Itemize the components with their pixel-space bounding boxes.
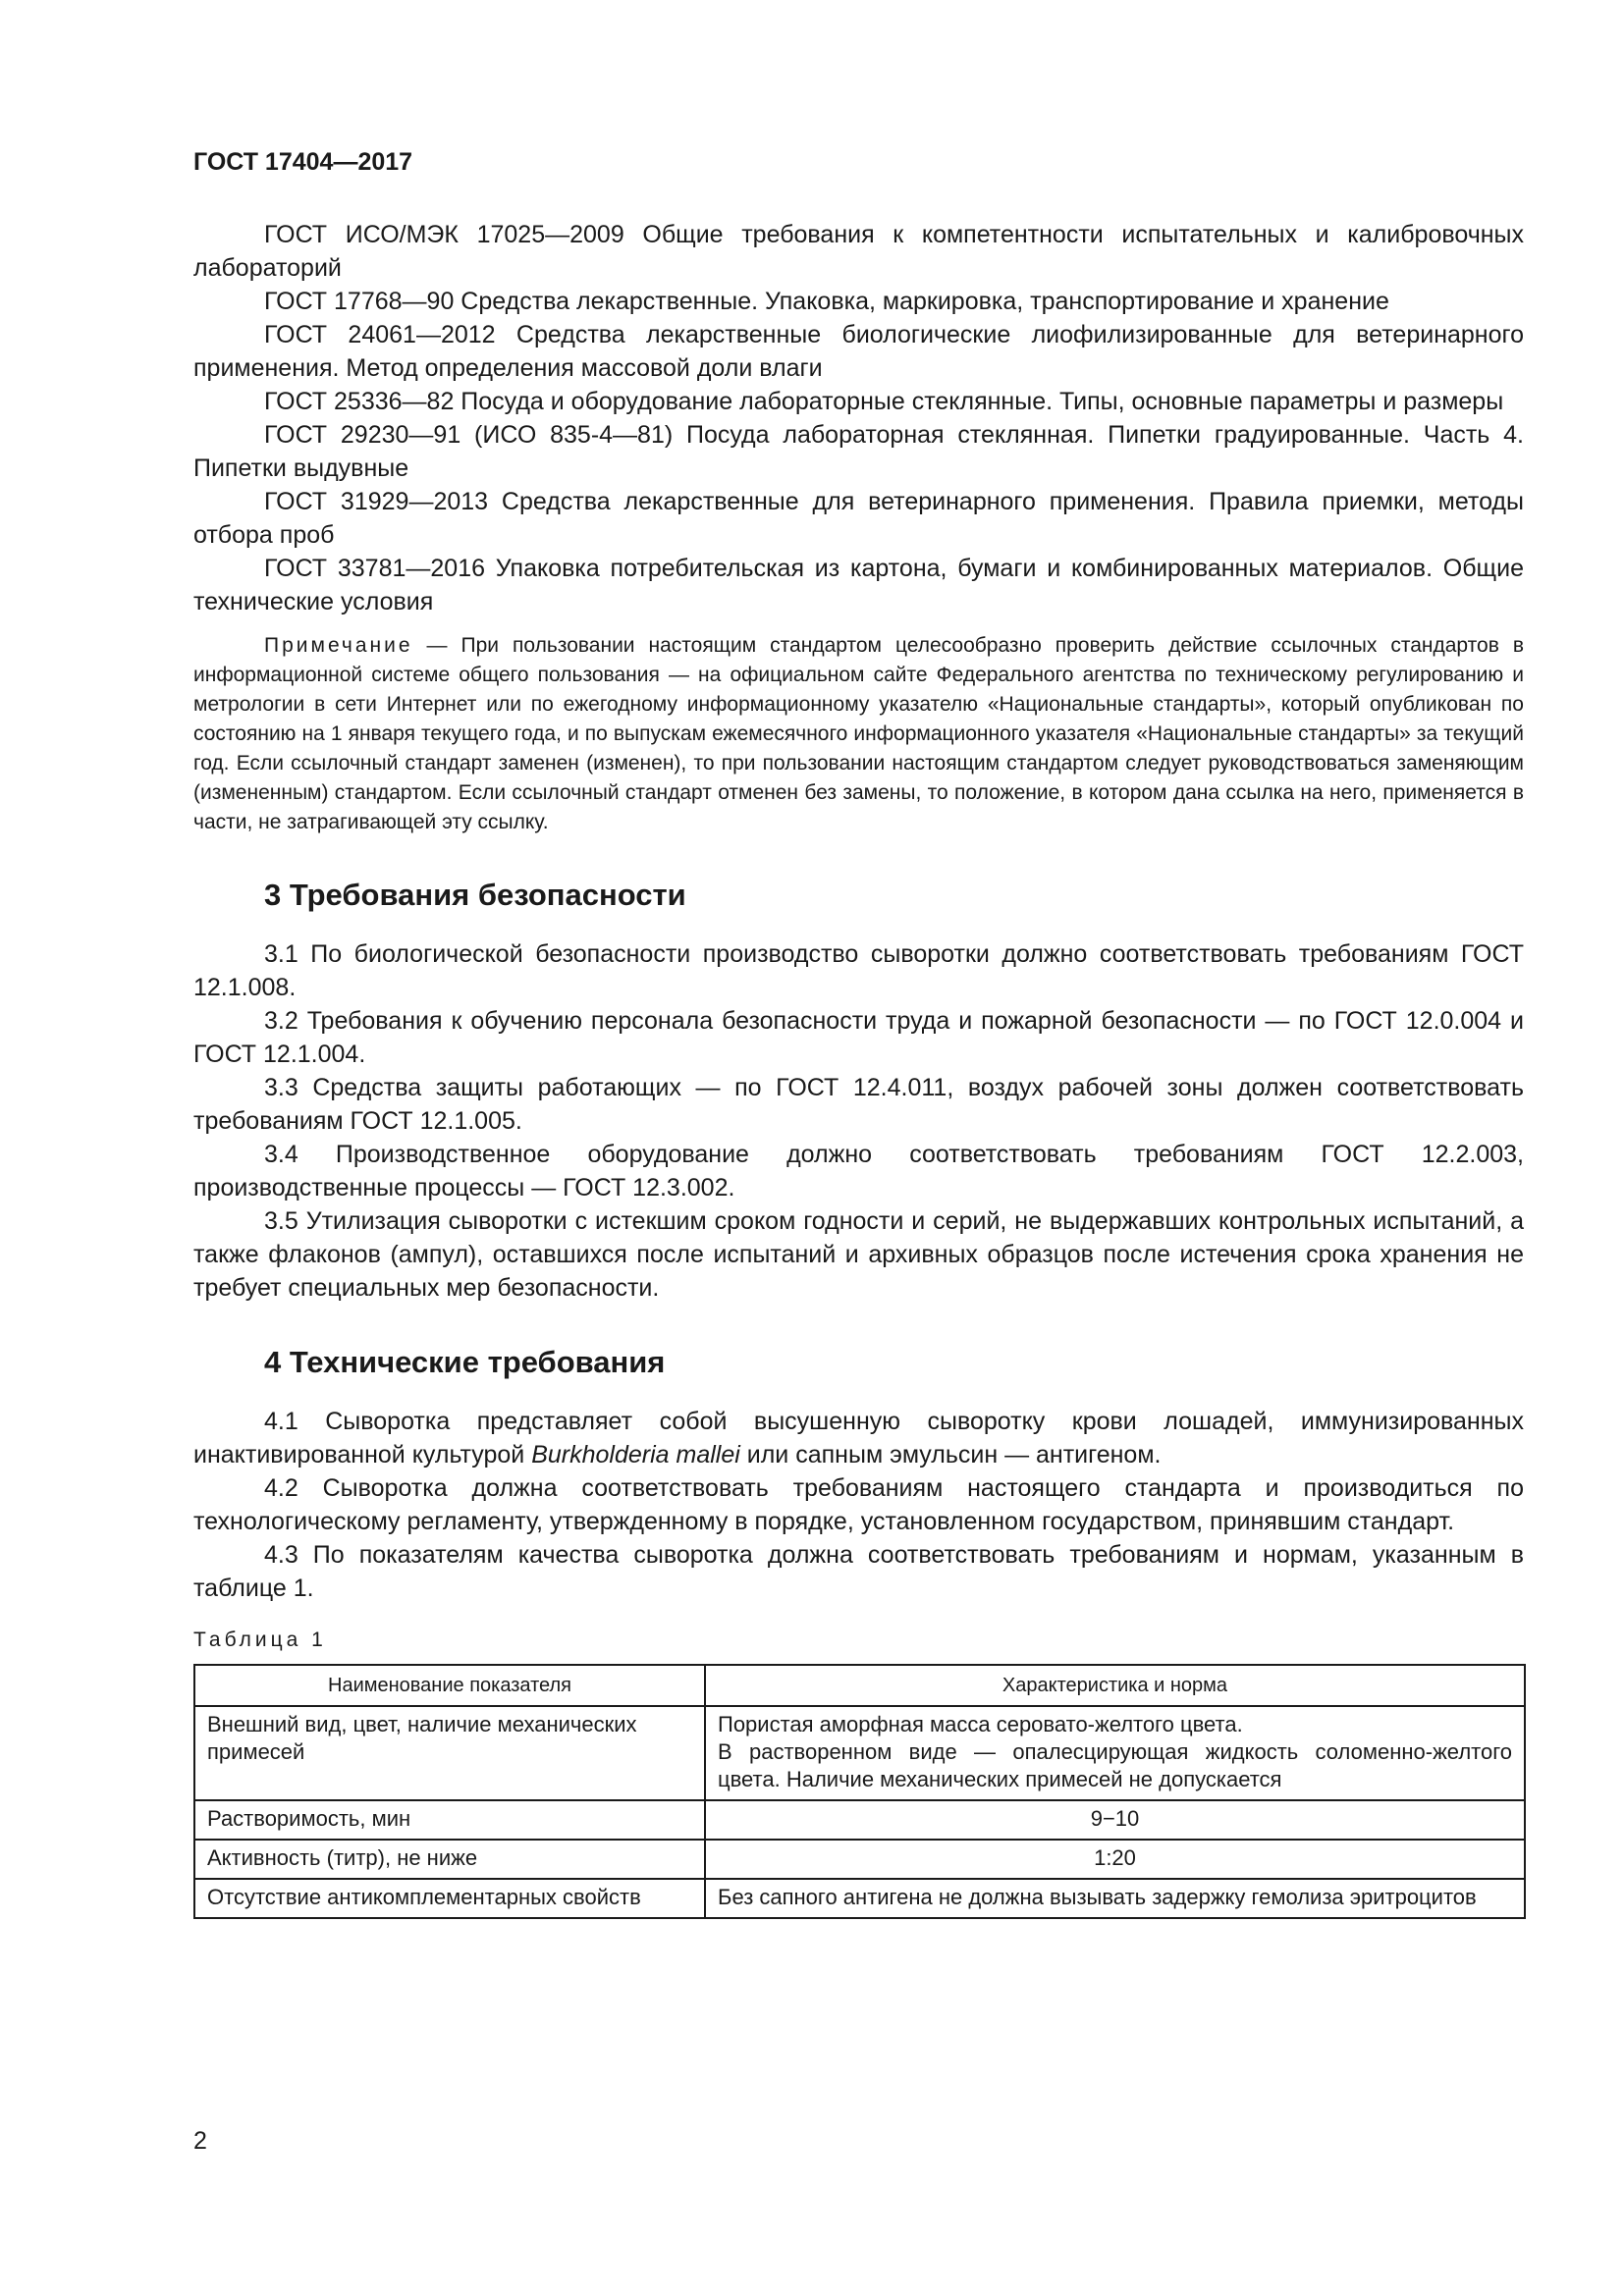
- table-cell-value: 1:20: [705, 1840, 1525, 1879]
- table-cell-value: 9−10: [705, 1800, 1525, 1840]
- section-4-item-2: 4.2 Сыворотка должна соответствовать требованиям настоящего стандарта и производиться по технологическому регламенту, утвержденному в порядке, установленном государством, принявшим стандарт.: [193, 1474, 1524, 1535]
- note-text: — При пользовании настоящим стандартом целесообразно проверить действие ссылочных стандартов в информационной системе общего пользования — на официальном сайте Федерального агентства по техническому регулированию и метрологии в сети Интернет или по ежегодному информационному указателю «Национальные стандарты», который опубликован по состоянию на 1 января текущего года, и по выпускам ежемесячного информационного указателя «Национальные стандарты» за текущий год. Если ссылочный стандарт заменен (изменен), то при пользовании настоящим стандартом следует руководствоваться заменяющим (измененным) стандартом. Если ссылочный стандарт отменен без замены, то положение, в котором дана ссылка на него, применяется в части, не затрагивающей эту ссылку.: [193, 634, 1524, 833]
- table-row: [194, 1840, 1525, 1879]
- section-4-item-3: 4.3 По показателям качества сыворотка должна соответствовать требованиям и нормам, указанным в таблице 1.: [193, 1541, 1524, 1602]
- table-cell-name: Активность (титр), не ниже: [194, 1840, 705, 1879]
- reference-item: ГОСТ 31929—2013 Средства лекарственные для ветеринарного применения. Правила приемки, методы отбора проб: [193, 488, 1524, 549]
- table-row: [194, 1706, 1525, 1800]
- document-page: [193, 147, 1524, 1919]
- section-4-item-1-text: 4.1 Сыворотка представляет собой высушенную сыворотку крови лошадей, иммунизированных инактивированной культурой: [193, 1408, 1524, 1468]
- table-cell-name: Внешний вид, цвет, наличие механических примесей: [194, 1706, 705, 1800]
- table-cell-value: [705, 1706, 1525, 1800]
- normative-references: [193, 218, 1524, 618]
- table-cell-name: Растворимость, мин: [194, 1800, 705, 1840]
- table-cell-value: Без сапного антигена не должна вызывать задержку гемолиза эритроцитов: [705, 1879, 1525, 1918]
- reference-item: ГОСТ 33781—2016 Упаковка потребительская из картона, бумаги и комбинированных материалов. Общие технические условия: [193, 555, 1524, 615]
- reference-item: ГОСТ 29230—91 (ИСО 835-4—81) Посуда лабораторная стеклянная. Пипетки градуированные. Часть 4. Пипетки выдувные: [193, 421, 1524, 482]
- table-cell-value-line: Пористая аморфная масса серовато-желтого цвета.: [718, 1712, 1243, 1736]
- table-cell-value-line: В растворенном виде — опалесцирующая жидкость соломенно-желтого цвета. Наличие механических примесей не допускается: [718, 1739, 1512, 1791]
- section-3-body: [193, 937, 1524, 1305]
- table-caption: Таблица 1: [193, 1629, 327, 1651]
- section-4-item-1-tail: или сапным эмульсин — антигеном.: [739, 1441, 1162, 1468]
- table-cell-name: Отсутствие антикомплементарных свойств: [194, 1879, 705, 1918]
- organism-name: Burkholderia mallei: [531, 1441, 740, 1468]
- section-3-item: 3.5 Утилизация сыворотки с истекшим сроком годности и серий, не выдержавших контрольных испытаний, а также флаконов (ампул), оставшихся после испытаний и архивных образцов после истечения срока хранения не требует специальных мер безопасности.: [193, 1207, 1524, 1302]
- section-3-item: 3.2 Требования к обучению персонала безопасности труда и пожарной безопасности — по ГОСТ 12.0.004 и ГОСТ 12.1.004.: [193, 1007, 1524, 1068]
- table-header-cell: Характеристика и норма: [705, 1665, 1525, 1706]
- section-4-item-1: [193, 1405, 1524, 1471]
- section-3-item: 3.4 Производственное оборудование должно соответствовать требованиям ГОСТ 12.2.003, производственные процессы — ГОСТ 12.3.002.: [193, 1141, 1524, 1201]
- table-row: [194, 1879, 1525, 1918]
- section-4-title: 4 Технические требования: [264, 1345, 666, 1379]
- section-3-item: 3.3 Средства защиты работающих — по ГОСТ 12.4.011, воздух рабочей зоны должен соответствовать требованиям ГОСТ 12.1.005.: [193, 1074, 1524, 1135]
- reference-item: ГОСТ 17768—90 Средства лекарственные. Упаковка, маркировка, транспортирование и хранение: [264, 288, 1389, 315]
- note-label: Примечание: [264, 634, 413, 657]
- reference-item: ГОСТ 24061—2012 Средства лекарственные биологические лиофилизированные для ветеринарного применения. Метод определения массовой доли влаги: [193, 321, 1524, 382]
- reference-note: [193, 631, 1524, 837]
- section-3-title: 3 Требования безопасности: [264, 878, 686, 912]
- quality-table: [193, 1664, 1526, 1919]
- reference-item: ГОСТ 25336—82 Посуда и оборудование лабораторные стеклянные. Типы, основные параметры и размеры: [264, 388, 1504, 415]
- table-row: [194, 1800, 1525, 1840]
- reference-item: ГОСТ ИСО/МЭК 17025—2009 Общие требования к компетентности испытательных и калибровочных лабораторий: [193, 221, 1524, 282]
- document-header: ГОСТ 17404—2017: [193, 148, 413, 176]
- page-number: 2: [193, 2127, 207, 2155]
- table-header-row: [194, 1665, 1525, 1706]
- section-3-item: 3.1 По биологической безопасности производство сыворотки должно соответствовать требованиям ГОСТ 12.1.008.: [193, 940, 1524, 1001]
- section-4-body: [193, 1405, 1524, 1605]
- table-header-cell: Наименование показателя: [194, 1665, 705, 1706]
